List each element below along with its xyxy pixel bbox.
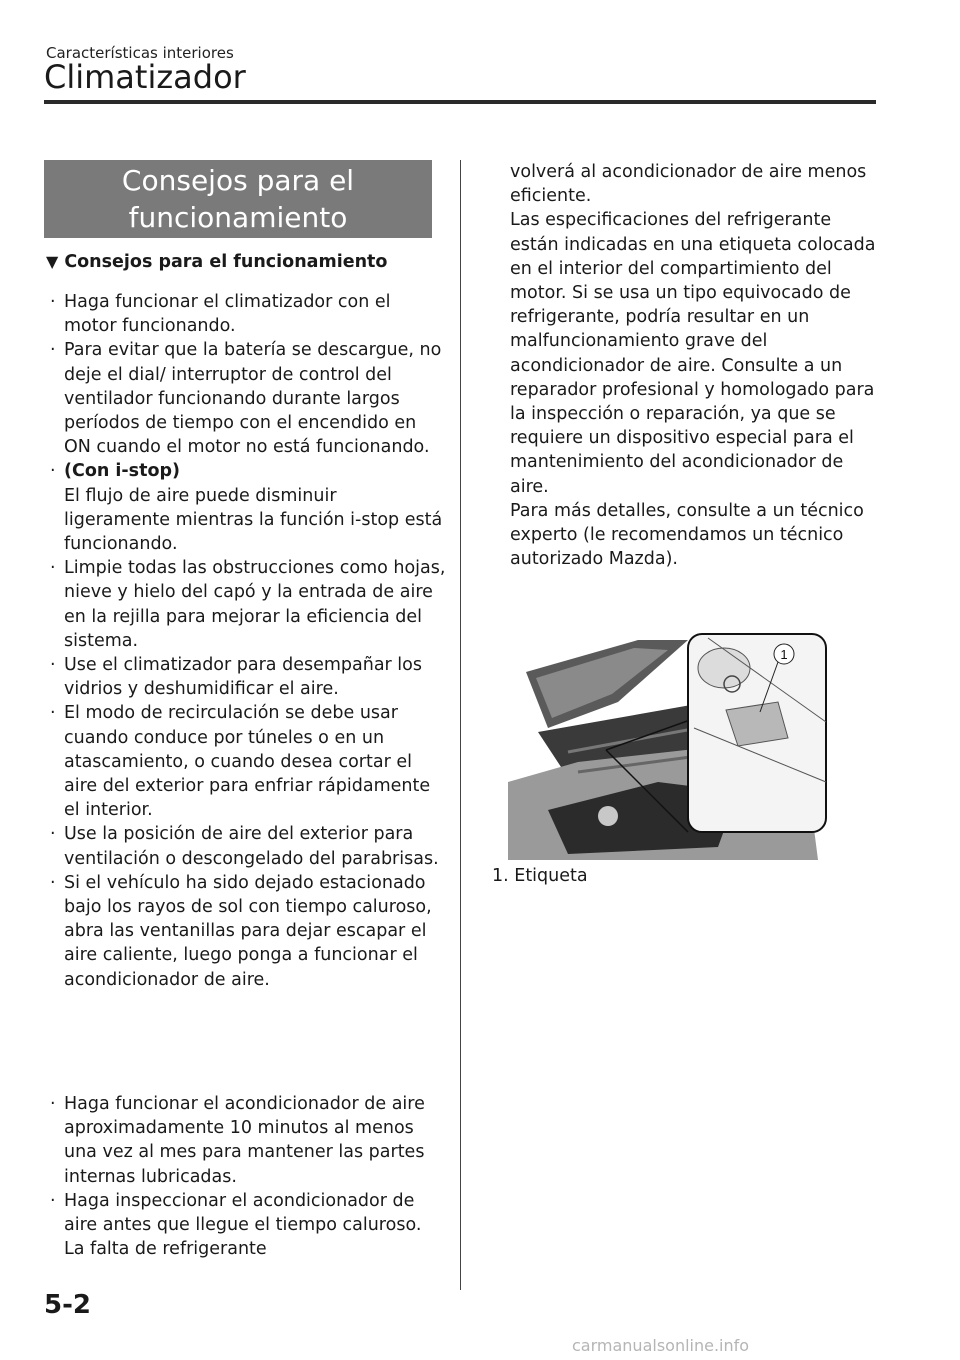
paragraph: Las especificaciones del refrigerante están indicadas en una etiqueta colocada en el interior del compartimiento del motor. Si se usa un tipo equivocado de refrigerante, podría resultar en un malfuncionamiento grave del acondicionador de aire. Consulte a un reparador profesional y homologado para la inspección o reparación, ya que se requiere un dispositivo especial para el mantenimiento del acondicionador de aire.	[510, 210, 876, 497]
bullet-icon: ·	[50, 703, 56, 724]
list-item	[46, 701, 446, 822]
bullet-icon: ·	[50, 872, 56, 893]
banner-line-2: funcionamiento	[128, 201, 348, 234]
list-item-text: Use la posición de aire del exterior para ventilación o descongelado del parabrisas.	[64, 824, 439, 869]
bullet-icon: ·	[50, 655, 56, 676]
engine-bay-figure	[508, 632, 828, 860]
section-banner	[44, 160, 432, 238]
bullet-icon: ·	[50, 558, 56, 579]
list-item-text: Haga inspeccionar el acondicionador de aire antes que llegue el tiempo caluroso. La falta de refrigerante	[64, 1190, 422, 1260]
list-item-text: Para evitar que la batería se descargue, no deje el dial/ interruptor de control del ventilador funcionando durante largos períodos de tiempo con el encendido en ON cuando el motor no está funcionando.	[64, 340, 442, 458]
list-item	[46, 459, 446, 556]
list-item-text: Haga funcionar el climatizador con el motor funcionando.	[64, 292, 391, 337]
triangle-down-icon: ▼	[46, 252, 59, 271]
list-item	[46, 653, 446, 701]
list-item-text: El flujo de aire puede disminuir ligeramente mientras la función i-stop está funcionando.	[64, 485, 443, 555]
bullet-icon: ·	[50, 1190, 56, 1211]
paragraph: Para más detalles, consulte a un técnico experto (le recomendamos un técnico autorizado Mazda).	[510, 500, 864, 570]
list-item-text: Use el climatizador para desempañar los vidrios y deshumidificar el aire.	[64, 655, 422, 700]
tips-list-a	[46, 290, 446, 992]
list-item-text: El modo de recirculación se debe usar cuando conduce por túneles o en un atascamiento, o cuando desea cortar el aire del exterior para enfriar rápidamente el interior.	[64, 703, 431, 821]
bullet-icon: ·	[50, 461, 56, 482]
list-item	[46, 871, 446, 992]
list-item-text: Haga funcionar el acondicionador de aire aproximadamente 10 minutos al menos una vez al mes para mantener las partes internas lubricadas.	[64, 1094, 425, 1187]
list-item	[46, 822, 446, 870]
badge-icon	[598, 806, 618, 826]
figure-caption: 1. Etiqueta	[492, 866, 588, 886]
callout-number: 1	[780, 647, 788, 662]
watermark: carmanualsonline.info	[572, 1336, 750, 1355]
breadcrumb: Características interiores	[46, 44, 234, 62]
list-item-text: Si el vehículo ha sido dejado estacionado bajo los rayos de sol con tiempo caluroso, abra las ventanillas para dejar escapar el aire caliente, luego ponga a funcionar el acondicionador de aire.	[64, 872, 432, 990]
bullet-icon: ·	[50, 340, 56, 361]
bullet-icon: ·	[50, 1094, 56, 1114]
list-item-text: Limpie todas las obstrucciones como hojas, nieve y hielo del capó y la entrada de aire en la rejilla para mejorar la eficiencia del sistema.	[64, 558, 446, 651]
list-item-bold: (Con i-stop)	[64, 461, 181, 482]
list-item	[46, 338, 446, 459]
bullet-icon: ·	[50, 292, 56, 312]
header-rule	[44, 100, 876, 104]
paragraph: volverá al acondicionador de aire menos eficiente.	[510, 162, 867, 207]
list-item	[46, 290, 446, 338]
list-item	[46, 1092, 446, 1189]
list-item	[46, 1189, 446, 1262]
tips-list-b	[46, 1092, 446, 1261]
page-title: Climatizador	[44, 58, 246, 96]
right-column-text	[510, 160, 880, 571]
refrigerant-label	[726, 702, 788, 746]
subheading-text: Consejos para el funcionamiento	[64, 252, 388, 272]
subheading	[46, 252, 387, 272]
list-item	[46, 556, 446, 653]
page-number: 5-2	[44, 1290, 91, 1320]
bullet-icon: ·	[50, 824, 56, 845]
column-divider	[460, 160, 461, 1290]
banner-line-1: Consejos para el	[121, 164, 355, 197]
engine-bay-illustration	[508, 632, 828, 860]
